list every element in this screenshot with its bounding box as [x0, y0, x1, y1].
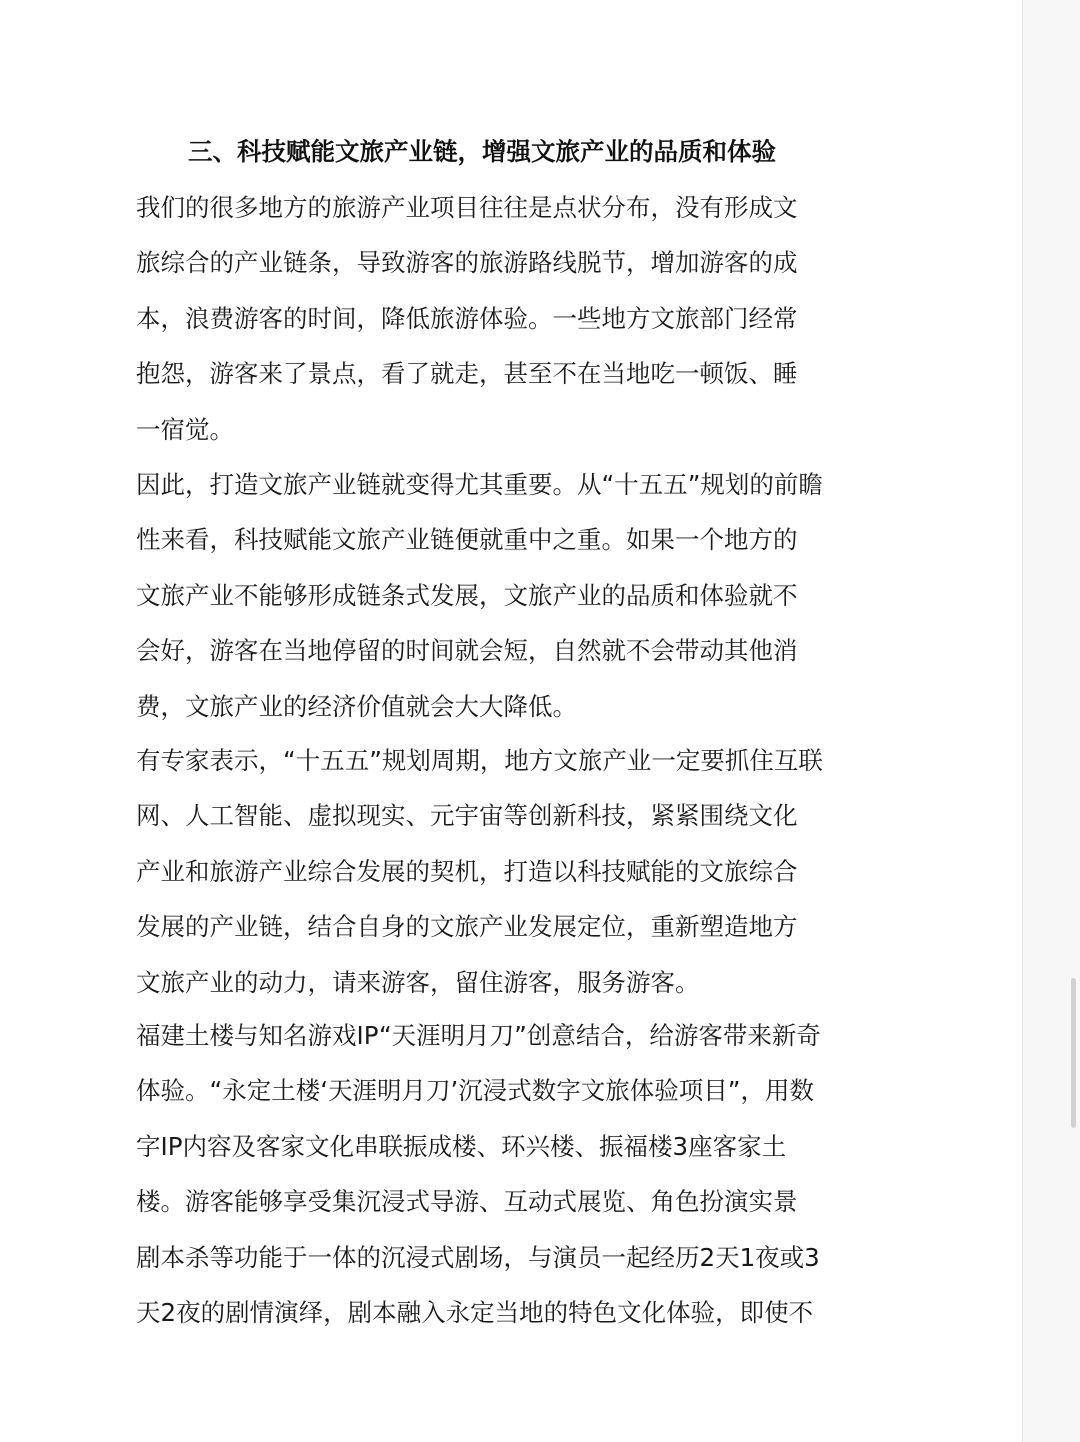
- paragraph-1: [136, 180, 876, 457]
- text-line: 网、人工智能、虚拟现实、元宇宙等创新科技，紧紧围绕文化: [136, 801, 798, 831]
- text-line: 性来看，科技赋能文旅产业链便就重中之重。如果一个地方的: [136, 525, 798, 555]
- paragraph-4: [136, 1008, 876, 1340]
- text-line: 产业和旅游产业综合发展的契机，打造以科技赋能的文旅综合: [136, 856, 798, 886]
- text-line: 体验。“永定土楼‘天涯明月刀’沉浸式数字文旅体验项目”，用数: [136, 1076, 814, 1106]
- text-line: 我们的很多地方的旅游产业项目往往是点状分布，没有形成文: [136, 193, 798, 222]
- text-line: 旅综合的产业链条，导致游客的旅游路线脱节，增加游客的成: [136, 248, 798, 278]
- text-line: 剧本杀等功能于一体的沉浸式剧场，与演员一起经历2天1夜或3: [136, 1242, 820, 1272]
- text-line: 有专家表示，“十五五”规划周期，地方文旅产业一定要抓住互联: [136, 746, 823, 775]
- text-line: 本，浪费游客的时间，降低旅游体验。一些地方文旅部门经常: [136, 303, 798, 333]
- text-line: 发展的产业链，结合自身的文旅产业发展定位，重新塑造地方: [136, 912, 798, 942]
- page-margin-strip: [1022, 0, 1080, 1442]
- text-line: 文旅产业的动力，请来游客，留住游客，服务游客。: [136, 967, 700, 997]
- text-line: 抱怨，游客来了景点，看了就走，甚至不在当地吃一顿饭、睡: [136, 359, 798, 389]
- text-line: 福建土楼与知名游戏IP“天涯明月刀”创意结合，给游客带来新奇: [136, 1021, 821, 1050]
- text-line: 天2夜的剧情演绎，剧本融入永定当地的特色文化体验，即使不: [136, 1297, 814, 1327]
- text-line: 因此，打造文旅产业链就变得尤其重要。从“十五五”规划的前瞻: [136, 470, 823, 499]
- text-line: 会好，游客在当地停留的时间就会短，自然就不会带动其他消: [136, 636, 798, 666]
- text-line: 字IP内容及客家文化串联振成楼、环兴楼、振福楼3座客家土: [136, 1131, 787, 1161]
- text-line: 楼。游客能够享受集沉浸式导游、互动式展览、角色扮演实景: [136, 1187, 798, 1217]
- text-line: 一宿觉。: [136, 414, 234, 444]
- scrollbar-thumb[interactable]: [1071, 978, 1076, 1128]
- paragraph-3: [136, 733, 876, 1010]
- section-heading: 三、科技赋能文旅产业链，增强文旅产业的品质和体验: [188, 137, 776, 166]
- paragraph-2: [136, 457, 876, 734]
- text-line: 费，文旅产业的经济价值就会大大降低。: [136, 691, 577, 721]
- text-line: 文旅产业不能够形成链条式发展，文旅产业的品质和体验就不: [136, 580, 798, 610]
